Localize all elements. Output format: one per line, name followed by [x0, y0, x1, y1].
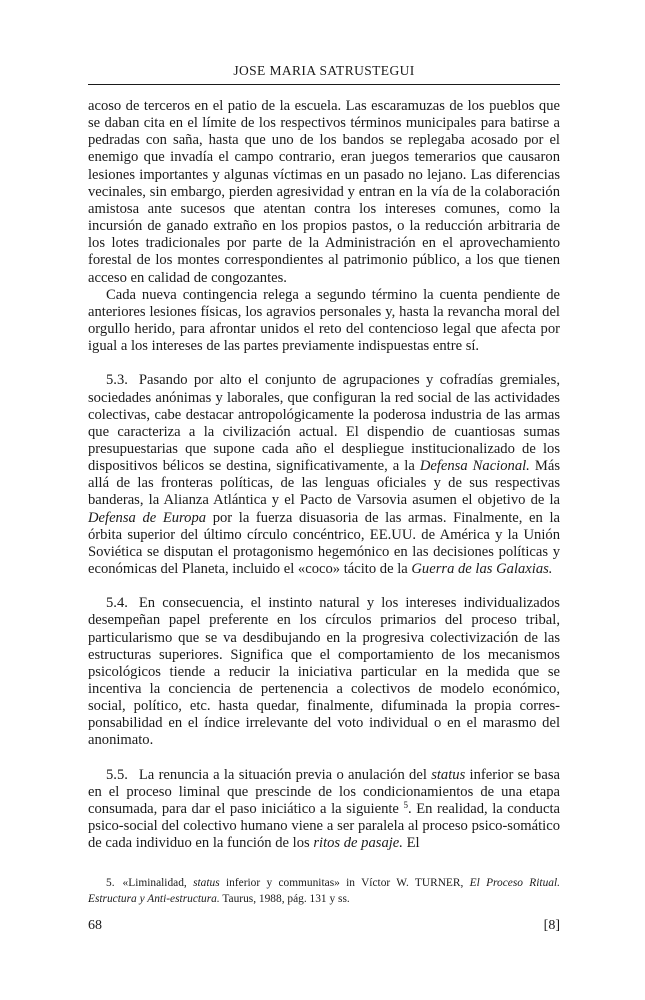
section-text: Más allá de las fronteras políticas, de las lenguas oficiales y de sus respectivas banderas, la Alianza Atlántica y el Pacto de Varsovia asumen el objetivo de la [88, 458, 560, 509]
italic-phrase: Defensa de Europa [88, 509, 207, 526]
footnote-text: Taurus, 1988, pág. 131 y ss. [222, 892, 350, 905]
page-number: 68 [88, 918, 102, 933]
italic-phrase: Guerra de las Galaxias. [411, 561, 553, 578]
footnote [88, 876, 560, 908]
page-reference: [8] [543, 918, 560, 933]
paragraph-1: acoso de terceros en el patio de la escuela. Las escaramuzas de los pueblos que se daban cita en el límite de los respectivos términos municipales para batirse a pedradas con saña, hasta que uno de los bandos se replegaba acosado por el enemigo que invadía el campo contrario, eran juegos temerarios que causaron lesiones importantes y algunas víctimas en un pasado no lejano. Las diferencias vecinales, sin embargo, pierden agresividad y entran en la vía de la colaboración amistosa ante sucesos que atentan contra los intereses comunes, como la incursión de ganado extraño en los propios pastos, o la reducción arbitraria de los lotes tradicionales por parte de la Administración en el aprovechamiento forestal de los montes correspondientes al patrimonio público, a los que tienen acceso en calidad de congozantes. [88, 98, 560, 286]
section-5-3 [88, 372, 560, 578]
section-text: En consecuencia, el instinto natural y los intereses individualizados desempeñan papel preferente en los círculos primarios del proceso tribal, particularismo que se va desdibujando en la progresiva colectivización de las estructuras superiores. Significa que el comportamiento de los mecanismos psicológicos tiende a reducir la iniciativa particular en la medida que se incentiva la conciencia de pertenencia a colectivos de modelo económico, social, político, etc. hasta quedar, finalmente, difuminada la propia corresponsabilidad en el índice irrelevante del voto individual o en el marasmo del anonimato. [88, 595, 560, 749]
running-header: JOSE MARIA SATRUSTEGUI [233, 63, 415, 78]
italic-phrase: Defensa Nacional. [419, 458, 530, 475]
section-text: El [406, 835, 420, 852]
section-5-5 [88, 767, 560, 853]
footnote-text: inferior y communitas» in Víctor W. TURNER, [225, 877, 464, 889]
section-number: 5.4. [106, 595, 128, 612]
footnote-text: «Liminalidad, [122, 877, 187, 889]
footnote-italic: status [193, 877, 220, 889]
header-rule [88, 84, 560, 85]
footnote-italic: El Proceso Ritual. Estructura y Anti-estructura. [88, 877, 560, 905]
italic-phrase: status [431, 766, 466, 783]
section-text: La renuncia a la situación previa o anulación del [138, 766, 427, 783]
section-text: por la fuerza disuasoria de las armas. Finalmente, en la órbita superior del último círculo concéntrico, EE.UU. de América y la Unión Soviética se disputan el protagonismo hegemónico en las decisiones políticas y económicas del Planeta, incluido el «coco» tácito de la [88, 509, 560, 578]
footnote-ref: 5 [403, 799, 408, 810]
section-text: Pasando por alto el conjunto de agrupaciones y cofradías gremiales, sociedades anónimas y laborales, que configuran la red social de las actividades colectivas, cabe destacar antropológicamente la poderosa industria de las armas que caracteriza a la civilización actual. El dispendio de cuantiosas sumas presupuestarias que supone cada año el despliegue institucionalizado de los dispositivos bélicos se destina, significativamente, a la [88, 372, 560, 475]
section-number: 5.5. [106, 766, 128, 783]
footnote-number: 5. [106, 877, 115, 889]
section-number: 5.3. [106, 372, 128, 389]
body-text [88, 98, 560, 852]
section-5-4 [88, 595, 560, 749]
paragraph-2: Cada nueva contingencia relega a segundo término la cuenta pendiente de anteriores lesiones físicas, los agravios personales y, hasta la revancha moral del orgullo herido, para afrontar unidos el reto del contencioso legal que afecta por igual a los intereses de las partes previamente indispuestas entre sí. [88, 286, 560, 355]
italic-phrase: ritos de pasaje. [313, 835, 403, 852]
section-text: inferior se basa en el proceso liminal que prescinde de los condicionamientos de una etapa consumada, para dar el paso iniciático a la siguiente [88, 766, 560, 817]
footnote-5 [88, 876, 560, 908]
section-text: . En realidad, la conducta psico-social del colectivo humano viene a ser paralela al proceso psico-somático de cada individuo en la función de los [88, 800, 560, 852]
